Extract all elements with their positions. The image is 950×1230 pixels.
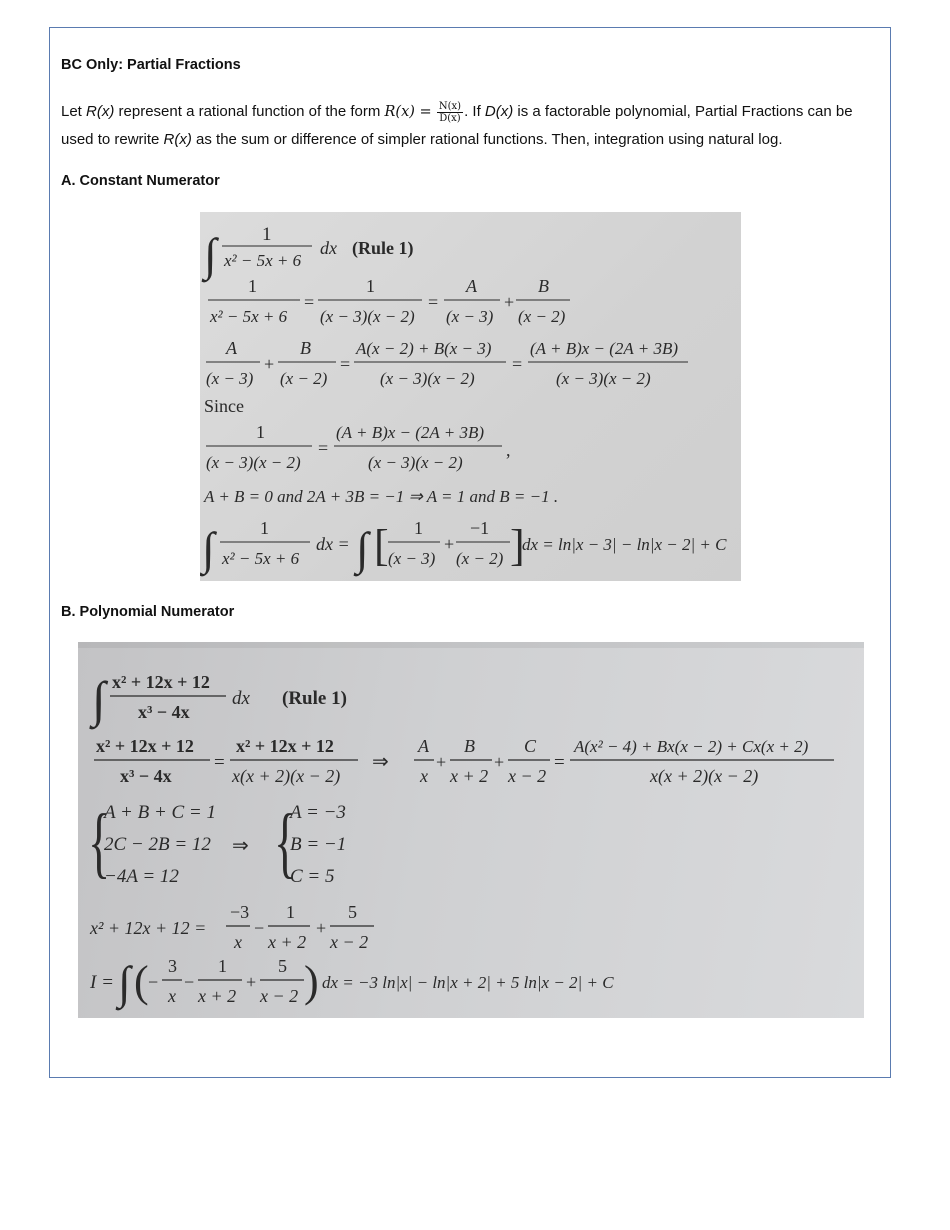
svg-text:5: 5 xyxy=(278,956,287,976)
svg-text:x: x xyxy=(420,766,428,786)
rule-label-a: (Rule 1) xyxy=(352,238,414,258)
svg-text:+: + xyxy=(436,752,447,772)
svg-text:x + 2: x + 2 xyxy=(450,766,489,786)
svg-text:dx =: dx = xyxy=(316,534,350,554)
svg-text:−: − xyxy=(148,972,159,992)
svg-text:(x − 3)(x − 2): (x − 3)(x − 2) xyxy=(368,453,463,472)
svg-text:x³ − 4x: x³ − 4x xyxy=(120,766,172,786)
formula-denominator: D(x) xyxy=(439,112,461,124)
system-left-2: 2C − 2B = 12 xyxy=(104,834,211,855)
system-left-1: A + B + C = 1 xyxy=(104,802,217,823)
rule-label-b: (Rule 1) xyxy=(282,688,347,709)
svg-text:x³ − 4x: x³ − 4x xyxy=(138,702,190,722)
svg-text:x + 2: x + 2 xyxy=(268,932,307,952)
intro-rx: R(x) xyxy=(163,131,192,148)
svg-text:(x − 3): (x − 3) xyxy=(206,369,254,388)
svg-text:x + 2: x + 2 xyxy=(198,986,237,1006)
result-b: dx = −3 ln|x| − ln|x + 2| + 5 ln|x − 2| + C xyxy=(322,973,614,992)
svg-text:x − 2: x − 2 xyxy=(260,986,299,1006)
svg-text:−: − xyxy=(254,918,265,938)
svg-text:=: = xyxy=(304,292,315,312)
svg-text:∫: ∫ xyxy=(118,957,131,1008)
system-right-3: C = 5 xyxy=(290,866,335,887)
svg-text:∫: ∫ xyxy=(204,229,217,280)
svg-text:=: = xyxy=(428,292,439,312)
constant-numerator-example-image xyxy=(200,212,741,581)
svg-text:I =: I = xyxy=(90,972,114,993)
svg-text:(x − 3)(x − 2): (x − 3)(x − 2) xyxy=(206,453,301,472)
svg-text:{: { xyxy=(88,798,111,887)
svg-text:B: B xyxy=(538,276,549,296)
svg-text:x² − 5x + 6: x² − 5x + 6 xyxy=(210,307,288,326)
svg-text:x² + 12x + 12: x² + 12x + 12 xyxy=(236,736,334,756)
svg-text:(A + B)x − (2A + 3B): (A + B)x − (2A + 3B) xyxy=(530,339,679,358)
svg-text:∫: ∫ xyxy=(356,523,369,574)
svg-text:(x − 2): (x − 2) xyxy=(518,307,566,326)
svg-text:x² + 12x + 12: x² + 12x + 12 xyxy=(96,736,194,756)
svg-text:(x − 3)(x − 2): (x − 3)(x − 2) xyxy=(556,369,651,388)
formula-lhs: R(x) = xyxy=(384,104,432,120)
svg-text:A(x² − 4) + Bx(x − 2) + Cx(x +: A(x² − 4) + Bx(x − 2) + Cx(x + 2) xyxy=(574,737,809,756)
svg-text:3: 3 xyxy=(168,956,177,976)
svg-text:=: = xyxy=(340,354,351,374)
svg-text:x² + 12x + 12: x² + 12x + 12 xyxy=(112,672,210,692)
svg-text:+: + xyxy=(444,534,455,554)
svg-text:−: − xyxy=(184,972,195,992)
svg-text:A: A xyxy=(466,276,477,296)
svg-text:]: ] xyxy=(510,521,525,570)
svg-text:x(x + 2)(x − 2): x(x + 2)(x − 2) xyxy=(650,766,759,786)
svg-text:(x − 3)(x − 2): (x − 3)(x − 2) xyxy=(320,307,415,326)
svg-text:∫: ∫ xyxy=(92,671,106,727)
svg-text:{: { xyxy=(274,798,297,887)
svg-text:1: 1 xyxy=(218,956,227,976)
section-a-title: A. Constant Numerator xyxy=(61,173,220,189)
svg-text:1: 1 xyxy=(248,276,257,296)
svg-text:1: 1 xyxy=(256,422,265,442)
svg-text:): ) xyxy=(304,957,319,1006)
svg-text:(x − 3): (x − 3) xyxy=(388,549,436,568)
svg-text:+: + xyxy=(264,354,275,374)
svg-text:5: 5 xyxy=(348,902,357,922)
system-left-3: −4A = 12 xyxy=(104,866,179,887)
polynomial-numerator-example-image xyxy=(78,642,864,1018)
svg-text:(: ( xyxy=(134,957,149,1006)
svg-text:x: x xyxy=(234,932,242,952)
formula-fraction xyxy=(437,101,463,124)
svg-text:=: = xyxy=(554,752,565,773)
svg-text:,: , xyxy=(506,440,511,460)
svg-text:+: + xyxy=(246,972,257,992)
intro-paragraph xyxy=(61,98,873,154)
svg-text:=: = xyxy=(318,438,329,458)
system-right-1: A = −3 xyxy=(290,802,346,823)
section-b-title: B. Polynomial Numerator xyxy=(61,604,235,620)
svg-text:−1: −1 xyxy=(470,518,490,538)
svg-text:B: B xyxy=(300,338,311,358)
svg-text:∫: ∫ xyxy=(202,523,215,574)
svg-text:dx: dx xyxy=(232,688,250,709)
svg-text:⇒: ⇒ xyxy=(232,835,249,857)
svg-text:=: = xyxy=(512,354,523,374)
svg-text:⇒: ⇒ xyxy=(372,751,389,773)
intro-text: as the sum or difference of simpler rational functions. Then, integration using natural log. xyxy=(191,131,783,148)
intro-text: . If xyxy=(464,103,485,120)
intro-text: represent a rational function of the form xyxy=(114,103,385,120)
svg-text:(x − 2): (x − 2) xyxy=(456,549,504,568)
system-right-2: B = −1 xyxy=(290,834,347,855)
svg-text:+: + xyxy=(504,292,515,312)
svg-text:1: 1 xyxy=(366,276,375,296)
svg-text:x² − 5x + 6: x² − 5x + 6 xyxy=(222,549,300,568)
svg-text:x(x + 2)(x − 2): x(x + 2)(x − 2) xyxy=(232,766,341,786)
svg-text:A: A xyxy=(418,736,429,756)
svg-text:B: B xyxy=(464,736,475,756)
svg-text:x² − 5x + 6: x² − 5x + 6 xyxy=(224,251,302,270)
svg-text:A(x − 2) + B(x − 3): A(x − 2) + B(x − 3) xyxy=(356,339,492,358)
intro-text: is a factorable polynomial, Partial Fractions can be used to rewrite xyxy=(61,103,853,148)
since-label: Since xyxy=(204,396,244,416)
svg-text:(x − 3): (x − 3) xyxy=(446,307,494,326)
svg-text:x² + 12x + 12 =: x² + 12x + 12 = xyxy=(90,918,207,938)
svg-text:1: 1 xyxy=(286,902,295,922)
intro-dx: D(x) xyxy=(484,103,514,120)
intro-text: Let xyxy=(61,103,87,120)
page-title: BC Only: Partial Fractions xyxy=(61,57,241,73)
svg-text:dx: dx xyxy=(320,238,337,258)
svg-text:(A + B)x − (2A + 3B): (A + B)x − (2A + 3B) xyxy=(336,423,485,442)
svg-text:(x − 2): (x − 2) xyxy=(280,369,328,388)
svg-text:[: [ xyxy=(374,521,389,570)
svg-text:x − 2: x − 2 xyxy=(330,932,369,952)
formula-numerator: N(x) xyxy=(438,100,462,112)
svg-text:=: = xyxy=(214,752,225,773)
svg-text:+: + xyxy=(316,918,327,938)
svg-text:A: A xyxy=(226,338,237,358)
svg-text:(x − 3)(x − 2): (x − 3)(x − 2) xyxy=(380,369,475,388)
svg-text:C: C xyxy=(524,736,537,756)
svg-text:x: x xyxy=(168,986,176,1006)
intro-rx: R(x) xyxy=(86,103,115,120)
svg-text:−3: −3 xyxy=(230,902,250,922)
svg-text:x − 2: x − 2 xyxy=(508,766,547,786)
svg-text:1: 1 xyxy=(414,518,423,538)
result-a: dx = ln|x − 3| − ln|x − 2| + C xyxy=(522,535,727,554)
coefficient-line: A + B = 0 and 2A + 3B = −1 ⇒ A = 1 and B = −1 . xyxy=(204,487,559,506)
svg-text:1: 1 xyxy=(262,224,272,245)
svg-text:1: 1 xyxy=(260,518,269,538)
svg-text:+: + xyxy=(494,752,505,772)
